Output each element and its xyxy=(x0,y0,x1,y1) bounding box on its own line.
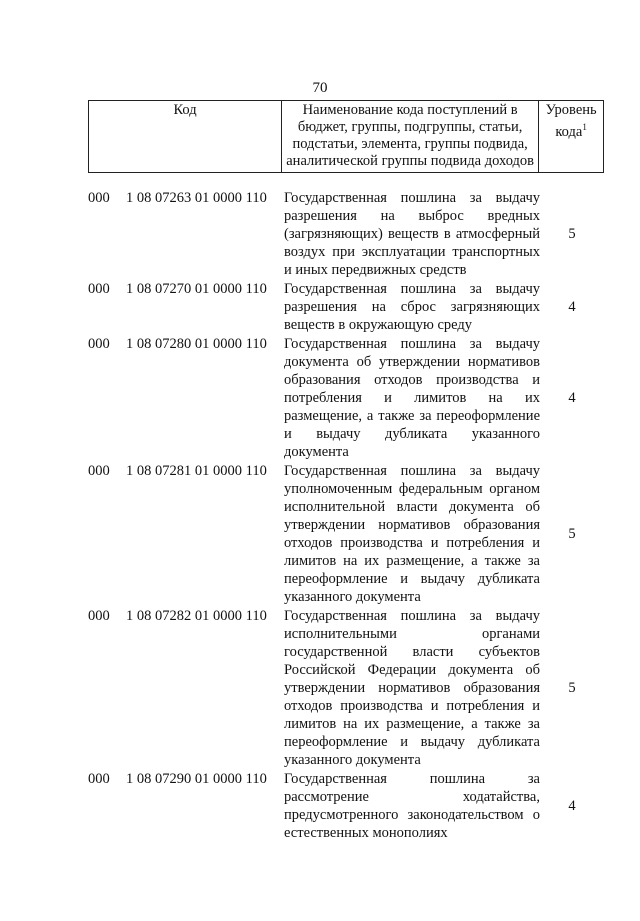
page-number: 70 xyxy=(312,80,328,96)
header-level-footnote: 1 xyxy=(582,122,587,132)
table-row xyxy=(88,770,604,842)
row-name: Государственная пошлина за выдачу разрешения на выброс вредных (загрязняющих) веществ в атмосферный воздух при эксплуатации транспортных и иных передвижных средств xyxy=(284,190,540,278)
table-row xyxy=(88,189,604,279)
row-admin-code: 000 xyxy=(88,608,110,624)
header-level-text: Уровень код xyxy=(545,102,597,140)
table-row xyxy=(88,280,604,334)
row-level: 5 xyxy=(568,526,576,542)
header-level-tail: а xyxy=(575,123,583,140)
table-row xyxy=(88,335,604,461)
table-header xyxy=(88,100,604,173)
row-code: 1 08 07282 01 0000 110 xyxy=(126,608,267,624)
row-admin-code: 000 xyxy=(88,336,110,352)
header-name: Наименование кода поступлений в бюджет, группы, подгруппы, статьи, подстатьи, элемента, группы подвида, аналитической группы подвида доходов xyxy=(282,101,539,173)
row-name: Государственная пошлина за выдачу исполнительными органами государственной власти субъектов Российской Федерации документа об утверждении нормативов образования отходов производства и потребления и лимитов на их размещение, а также за переоформление и выдачу дубликата указанного документа xyxy=(284,608,540,768)
table-body xyxy=(88,189,604,843)
header-code: Код xyxy=(89,101,282,173)
row-level: 4 xyxy=(568,390,576,406)
row-code: 1 08 07263 01 0000 110 xyxy=(126,190,267,206)
row-admin-code: 000 xyxy=(88,463,110,479)
table-row xyxy=(88,607,604,769)
row-code: 1 08 07280 01 0000 110 xyxy=(126,336,267,352)
row-code: 1 08 07290 01 0000 110 xyxy=(126,771,267,787)
row-level: 4 xyxy=(568,299,576,315)
row-level: 5 xyxy=(568,680,576,696)
table-row xyxy=(88,462,604,606)
row-level: 5 xyxy=(568,226,576,242)
row-level: 4 xyxy=(568,798,576,814)
row-admin-code: 000 xyxy=(88,771,110,787)
row-name: Государственная пошлина за выдачу разрешения на сброс загрязняющих веществ в окружающую среду xyxy=(284,281,540,333)
row-code: 1 08 07270 01 0000 110 xyxy=(126,281,267,297)
row-admin-code: 000 xyxy=(88,190,110,206)
row-code: 1 08 07281 01 0000 110 xyxy=(126,463,267,479)
row-admin-code: 000 xyxy=(88,281,110,297)
header-level xyxy=(539,101,604,173)
row-name: Государственная пошлина за выдачу документа об утверждении нормативов образования отходов производства и потребления и лимитов на их размещение, а также за переоформление и выдачу дубликата указанного документа xyxy=(284,336,540,460)
row-name: Государственная пошлина за рассмотрение ходатайства, предусмотренного законодательством о естественных монополиях xyxy=(284,771,540,841)
row-name: Государственная пошлина за выдачу уполномоченным федеральным органом исполнительной власти документа об утверждении нормативов образования отходов производства и потребления и лимитов на их размещение, а также за переоформление и выдачу дубликата указанного документа xyxy=(284,463,540,605)
